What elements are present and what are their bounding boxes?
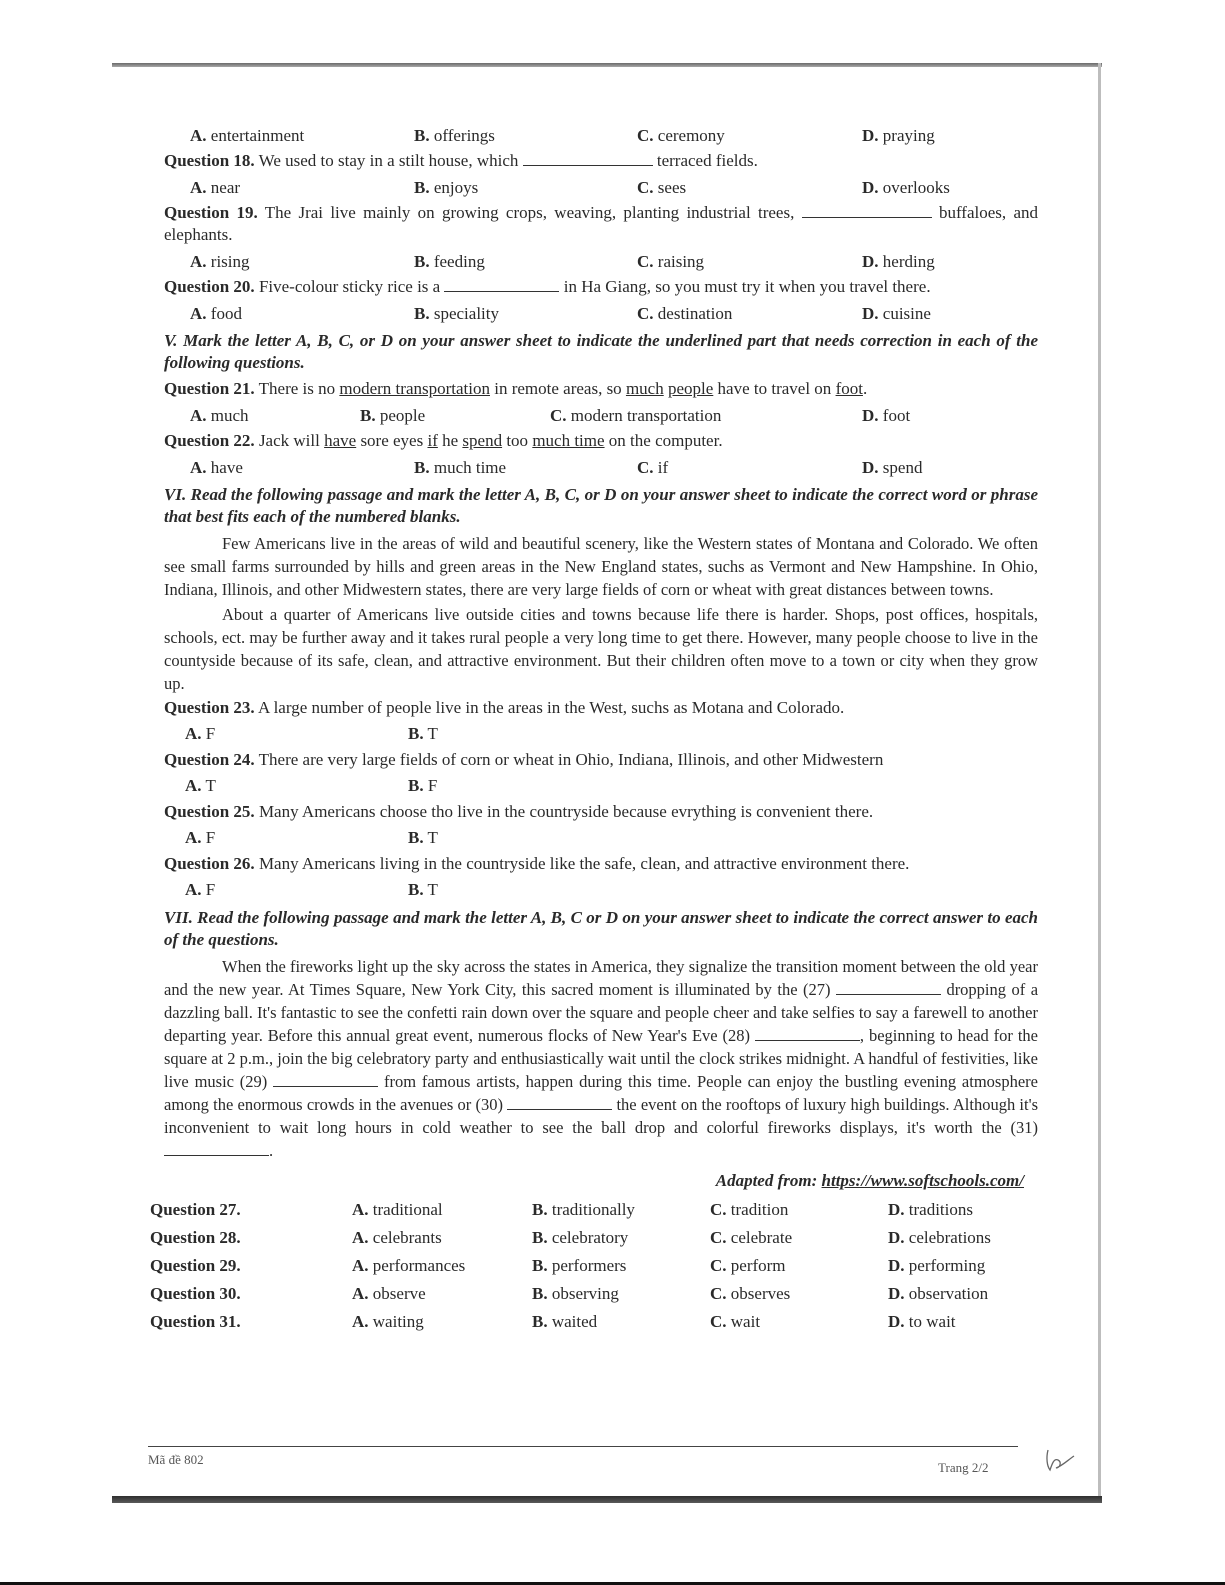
- passage-1-paragraph-2: About a quarter of Americans live outside cities and towns because life there is harder. Shops, post offices, hospitals, schools, ect. may be further away and it takes rural people a very long time to get there. However, many people choose to live in the countyside because of its safe, clean, and attractive environment. But their children often move to a town or city when they grow up.: [164, 605, 1038, 693]
- blank-29: [273, 1071, 378, 1087]
- q25-options: A. F B. T: [185, 828, 438, 847]
- scan-edge-top: [112, 63, 1102, 67]
- question-25: Question 25. Many Americans choose tho live in the countryside because evrything is convenient there.: [164, 802, 874, 821]
- grid-row: Question 30. A. observe B. observing C. observes D. observation: [150, 1284, 989, 1303]
- question-22: Question 22. Jack will have sore eyes if he spend too much time on the computer.: [164, 431, 723, 450]
- exam-page: [150, 122, 1038, 1336]
- source-link[interactable]: https://www.softschools.com/: [821, 1171, 1024, 1190]
- question-24: Question 24. There are very large fields of corn or wheat in Ohio, Indiana, Illinois, and other Midwestern: [164, 750, 884, 769]
- q19-options: A. rising B. feeding C. raising D. herding: [190, 252, 935, 271]
- question-19: Question 19. The Jrai live mainly on growing crops, weaving, planting industrial trees, buffaloes, and elephants.: [164, 203, 1038, 244]
- q17-options: A. entertainment B. offerings C. ceremony D. praying: [190, 126, 935, 145]
- q18-options: A. near B. enjoys C. sees D. overlooks: [190, 178, 950, 197]
- blank-27: [836, 979, 941, 995]
- source-attribution: Adapted from: https://www.softschools.com/: [715, 1171, 1024, 1190]
- q22-options: A. have B. much time C. if D. spend: [190, 458, 923, 477]
- blank-28: [755, 1025, 860, 1041]
- q23-options: A. F B. T: [185, 724, 438, 743]
- scan-edge-bottom: [112, 1496, 1102, 1503]
- grid-row: Question 28. A. celebrants B. celebratory C. celebrate D. celebrations: [150, 1228, 991, 1247]
- q26-options: A. F B. T: [185, 880, 438, 899]
- scan-edge-right: [1098, 63, 1101, 1503]
- question-18: Question 18. We used to stay in a stilt house, which terraced fields.: [164, 151, 758, 170]
- question-26: Question 26. Many Americans living in the countryside like the safe, clean, and attractive environment there.: [164, 854, 910, 873]
- q24-options: A. T B. F: [185, 776, 438, 795]
- section-vii-heading: VII. Read the following passage and mark the letter A, B, C or D on your answer sheet to indicate the correct answer to each of the questions.: [164, 908, 1038, 949]
- question-21: Question 21. There is no modern transportation in remote areas, so much people have to travel on foot.: [164, 379, 868, 398]
- question-20: Question 20. Five-colour sticky rice is a in Ha Giang, so you must try it when you travel there.: [164, 277, 931, 296]
- blank-31: [164, 1140, 269, 1156]
- section-v-heading: V. Mark the letter A, B, C, or D on your answer sheet to indicate the underlined part that needs correction in each of the following questions.: [164, 331, 1038, 372]
- footer-divider: [148, 1446, 1018, 1447]
- answer-blank: [444, 276, 559, 292]
- exam-code: Mã đề 802: [148, 1452, 204, 1467]
- blank-30: [507, 1094, 612, 1110]
- grid-row: Question 31. A. waiting B. waited C. wait D. to wait: [150, 1312, 956, 1331]
- section-vi-heading: VI. Read the following passage and mark the letter A, B, C, or D on your answer sheet to indicate the correct word or phrase that best fits each of the numbered blanks.: [164, 485, 1038, 526]
- passage-1-paragraph-1: Few Americans live in the areas of wild and beautiful scenery, like the Western states of Montana and Colorado. We often see small farms surrounded by hills and green areas in the New England states, suchs as Vermont and New Hampshine. In Ohio, Indiana, Illinois, and other Midwestern states, there are very large fields of corn or wheat with great distances between towns.: [164, 534, 1038, 599]
- grid-row: Question 27. A. traditional B. traditionally C. tradition D. traditions: [150, 1200, 973, 1219]
- page-number: Trang 2/2: [938, 1460, 989, 1475]
- passage-2: When the fireworks light up the sky across the states in America, they signalize the transition moment between the old year and the new year. At Times Square, New York City, this sacred moment is illuminated by the (27) dropping of a dazzling ball. It's fantastic to see the confetti rain down over the square and people cheer and take selfies to say a farewell to another departing year. Before this annual great event, numerous flocks of New Year's Eve (28) , beginning to head for the square at 2 p.m., join the big celebratory party and enthusiastically wait until the clock strikes midnight. A handful of festivities, like live music (29) from famous artists, happen during this time. People can enjoy the bustling evening atmosphere among the enormous crowds in the avenues or (30) the event on the rooftops of luxury high buildings. Although it's inconvenient to wait long hours in cold weather to see the ball drop and colorful fireworks displays, it's worth the (31) .: [164, 957, 1039, 1160]
- q20-options: A. food B. speciality C. destination D. cuisine: [190, 304, 931, 323]
- answer-options-grid: [150, 1196, 991, 1336]
- grid-row: Question 29. A. performances B. performers C. perform D. performing: [150, 1256, 986, 1275]
- handwritten-initials: [1042, 1446, 1076, 1474]
- question-23: Question 23. A large number of people live in the areas in the West, suchs as Motana and Colorado.: [164, 698, 845, 717]
- answer-blank: [802, 202, 932, 218]
- q21-options: A. much B. people C. modern transportation D. foot: [190, 406, 911, 425]
- answer-blank: [523, 150, 653, 166]
